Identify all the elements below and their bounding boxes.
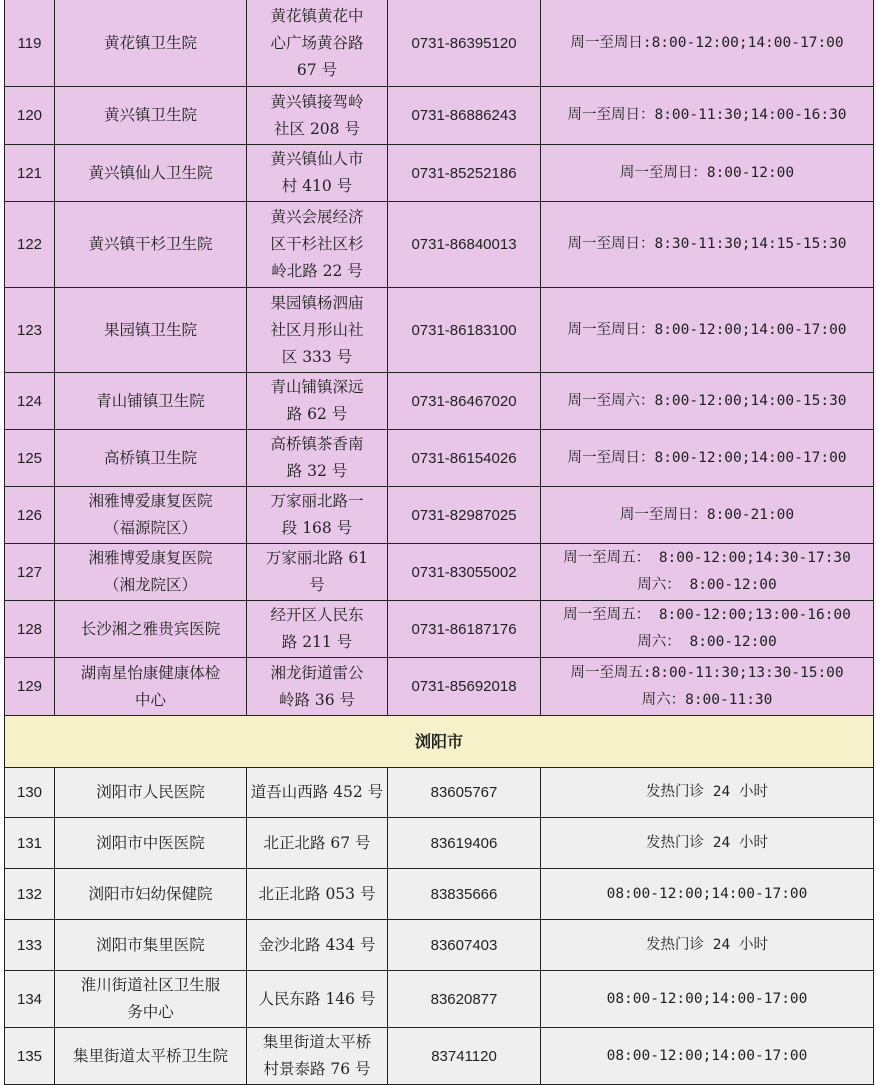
- hospital-name-cell: 果园镇卫生院: [55, 288, 247, 373]
- table-row: [5, 601, 874, 658]
- table-row: [5, 869, 874, 920]
- table-row: [5, 818, 874, 869]
- row-number-cell: 125: [5, 430, 55, 487]
- phone-cell: 0731-86154026: [388, 430, 541, 487]
- table-row: [5, 145, 874, 202]
- hospital-name-cell: 长沙湘之雅贵宾医院: [55, 601, 247, 658]
- phone-cell: 0731-85692018: [388, 658, 541, 716]
- address-cell: 湘龙街道雷公 岭路 36 号: [247, 658, 388, 716]
- address-cell: 万家丽北路一 段 168 号: [247, 487, 388, 544]
- hospital-name-cell: 浏阳市中医医院: [55, 818, 247, 869]
- table-row: [5, 920, 874, 971]
- phone-cell: 0731-86395120: [388, 0, 541, 87]
- row-number-cell: 119: [5, 0, 55, 87]
- row-number-cell: 124: [5, 373, 55, 430]
- row-number-cell: 123: [5, 288, 55, 373]
- hours-cell: 周一至周日：8:30-11:30;14:15-15:30: [541, 202, 874, 288]
- hospital-name-cell: 高桥镇卫生院: [55, 430, 247, 487]
- row-number-cell: 126: [5, 487, 55, 544]
- address-cell: 人民东路 146 号: [247, 971, 388, 1028]
- row-number-cell: 120: [5, 87, 55, 145]
- hours-cell: 周一至周五： 8:00-12:00;14:30-17:30 周六： 8:00-12:00: [541, 544, 874, 601]
- hours-cell: 周一至周五： 8:00-12:00;13:00-16:00 周六： 8:00-12:00: [541, 601, 874, 658]
- row-number-cell: 121: [5, 145, 55, 202]
- table-row: [5, 544, 874, 601]
- address-cell: 黄花镇黄花中 心广场黄谷路 67 号: [247, 0, 388, 87]
- row-number-cell: 129: [5, 658, 55, 716]
- address-cell: 黄兴镇仙人市 村 410 号: [247, 145, 388, 202]
- hours-cell: 周一至周五:8:00-11:30;13:30-15:00 周六：8:00-11:30: [541, 658, 874, 716]
- row-number-cell: 133: [5, 920, 55, 971]
- hours-cell: 08:00-12:00;14:00-17:00: [541, 1028, 874, 1085]
- table-row: [5, 487, 874, 544]
- phone-cell: 0731-86467020: [388, 373, 541, 430]
- hospital-name-cell: 湘雅博爱康复医院 （湘龙院区）: [55, 544, 247, 601]
- hospital-name-cell: 湘雅博爱康复医院 （福源院区）: [55, 487, 247, 544]
- hospital-table: [4, 0, 874, 1085]
- phone-cell: 0731-82987025: [388, 487, 541, 544]
- phone-cell: 0731-86840013: [388, 202, 541, 288]
- address-cell: 经开区人民东 路 211 号: [247, 601, 388, 658]
- hours-cell: 周一至周日：8:00-12:00: [541, 145, 874, 202]
- hospital-name-cell: 浏阳市妇幼保健院: [55, 869, 247, 920]
- address-cell: 道吾山西路 452 号: [247, 768, 388, 818]
- row-number-cell: 128: [5, 601, 55, 658]
- table-row: [5, 1028, 874, 1085]
- address-cell: 黄兴会展经济 区干杉社区杉 岭北路 22 号: [247, 202, 388, 288]
- hospital-name-cell: 黄兴镇卫生院: [55, 87, 247, 145]
- hospital-name-cell: 黄兴镇干杉卫生院: [55, 202, 247, 288]
- table-row: [5, 768, 874, 818]
- row-number-cell: 131: [5, 818, 55, 869]
- hours-cell: 周一至周日：8:00-12:00;14:00-17:00: [541, 288, 874, 373]
- phone-cell: 83835666: [388, 869, 541, 920]
- address-cell: 果园镇杨泗庙 社区月形山社 区 333 号: [247, 288, 388, 373]
- hours-cell: 周一至周日：8:00-12:00;14:00-17:00: [541, 430, 874, 487]
- row-number-cell: 135: [5, 1028, 55, 1085]
- table-row: [5, 430, 874, 487]
- phone-cell: 83619406: [388, 818, 541, 869]
- phone-cell: 83605767: [388, 768, 541, 818]
- row-number-cell: 127: [5, 544, 55, 601]
- phone-cell: 83741120: [388, 1028, 541, 1085]
- row-number-cell: 122: [5, 202, 55, 288]
- address-cell: 金沙北路 434 号: [247, 920, 388, 971]
- table-row: [5, 658, 874, 716]
- hours-cell: 08:00-12:00;14:00-17:00: [541, 869, 874, 920]
- hospital-name-cell: 浏阳市人民医院: [55, 768, 247, 818]
- hospital-name-cell: 淮川街道社区卫生服 务中心: [55, 971, 247, 1028]
- row-number-cell: 132: [5, 869, 55, 920]
- phone-cell: 0731-86886243: [388, 87, 541, 145]
- address-cell: 北正北路 67 号: [247, 818, 388, 869]
- table-row: [5, 373, 874, 430]
- hours-cell: 周一至周日:8:00-12:00;14:00-17:00: [541, 0, 874, 87]
- phone-cell: 0731-86183100: [388, 288, 541, 373]
- hospital-name-cell: 黄兴镇仙人卫生院: [55, 145, 247, 202]
- table-row: [5, 202, 874, 288]
- hospital-name-cell: 黄花镇卫生院: [55, 0, 247, 87]
- hours-cell: 周一至周日：8:00-11:30;14:00-16:30: [541, 87, 874, 145]
- table-row: [5, 288, 874, 373]
- row-number-cell: 130: [5, 768, 55, 818]
- hospital-name-cell: 集里街道太平桥卫生院: [55, 1028, 247, 1085]
- table-row: [5, 971, 874, 1028]
- phone-cell: 83620877: [388, 971, 541, 1028]
- phone-cell: 83607403: [388, 920, 541, 971]
- hospital-name-cell: 青山铺镇卫生院: [55, 373, 247, 430]
- hours-cell: 08:00-12:00;14:00-17:00: [541, 971, 874, 1028]
- phone-cell: 0731-85252186: [388, 145, 541, 202]
- hours-cell: 发热门诊 24 小时: [541, 818, 874, 869]
- section-title: 浏阳市: [5, 716, 874, 768]
- row-number-cell: 134: [5, 971, 55, 1028]
- address-cell: 集里街道太平桥 村景泰路 76 号: [247, 1028, 388, 1085]
- table-row: [5, 87, 874, 145]
- hospital-name-cell: 湖南星怡康健康体检 中心: [55, 658, 247, 716]
- section-header-row: [5, 716, 874, 768]
- hours-cell: 发热门诊 24 小时: [541, 920, 874, 971]
- address-cell: 高桥镇茶香南 路 32 号: [247, 430, 388, 487]
- address-cell: 万家丽北路 61 号: [247, 544, 388, 601]
- hours-cell: 周一至周六：8:00-12:00;14:00-15:30: [541, 373, 874, 430]
- phone-cell: 0731-86187176: [388, 601, 541, 658]
- hospital-name-cell: 浏阳市集里医院: [55, 920, 247, 971]
- address-cell: 青山铺镇深远 路 62 号: [247, 373, 388, 430]
- address-cell: 黄兴镇接驾岭 社区 208 号: [247, 87, 388, 145]
- phone-cell: 0731-83055002: [388, 544, 541, 601]
- hours-cell: 发热门诊 24 小时: [541, 768, 874, 818]
- table-row: [5, 0, 874, 87]
- hours-cell: 周一至周日：8:00-21:00: [541, 487, 874, 544]
- address-cell: 北正北路 053 号: [247, 869, 388, 920]
